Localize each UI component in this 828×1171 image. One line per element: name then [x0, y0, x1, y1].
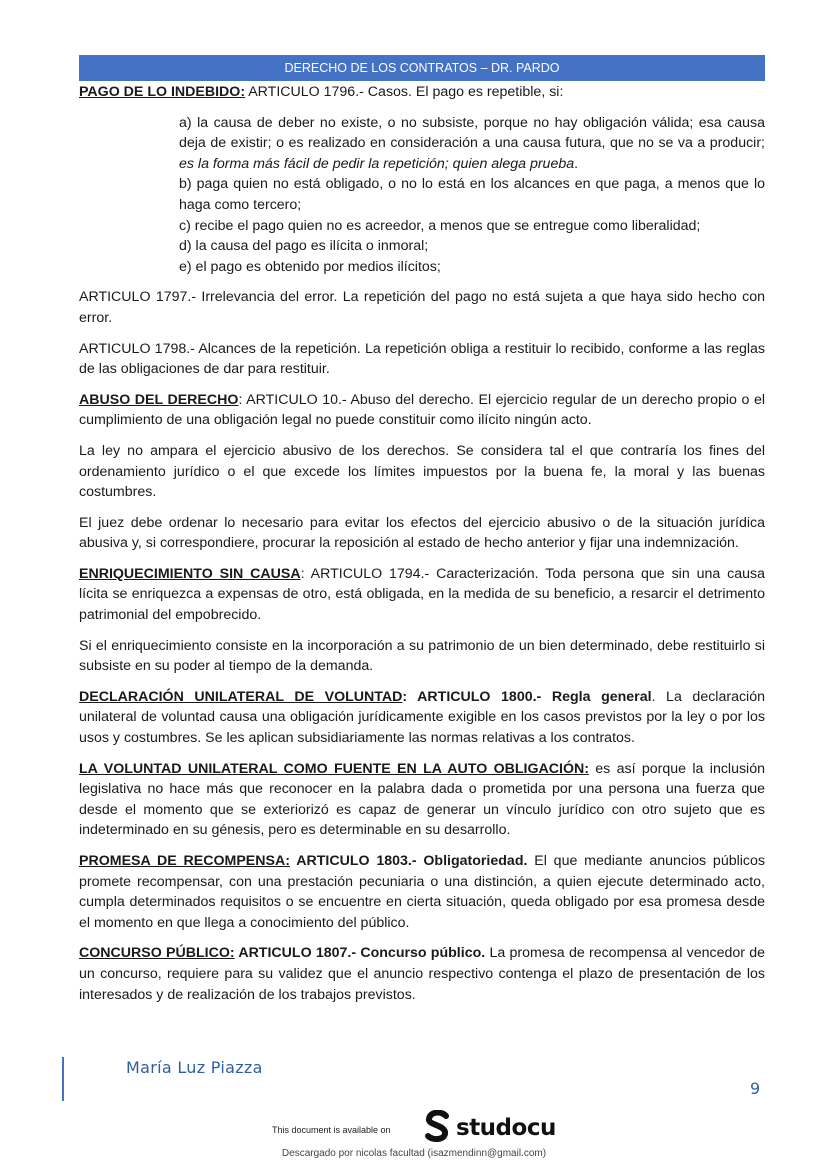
section-heading: PROMESA DE RECOMPENSA: [79, 853, 290, 869]
section-concurso [79, 943, 765, 1005]
article-list [179, 113, 765, 278]
section-heading: PAGO DE LO INDEBIDO: [79, 84, 246, 100]
section-heading: ENRIQUECIMIENTO SIN CAUSA [79, 565, 301, 582]
section-heading: LA VOLUNTAD UNILATERAL COMO FUENTE EN LA AUTO OBLIGACIÓN: [79, 760, 589, 777]
paragraph: Si el enriquecimiento consiste en la incorporación a su patrimonio de un bien determinado, debe restituirlo si subsiste en su poder al tiempo de la demanda. [79, 637, 765, 675]
available-on-text: This document is available on [272, 1125, 391, 1135]
section-text: : ARTICULO 1794.- Caracterización. Toda persona que sin una causa lícita se enriquezca a expensas de otro, está obligada, en la medida de su beneficio, a resarcir el detrimento patrimonial del empobrecido. [79, 565, 765, 624]
paragraph: La ley no ampara el ejercicio abusivo de los derechos. Se considera tal el que contraría los fines del ordenamiento jurídico o el que excede los límites impuestos por la buena fe, la moral y las buenas costumbres. [79, 442, 765, 501]
section-text: La promesa de recompensa al vencedor de un concurso, requiere para su validez que el anuncio respectivo contenga el plazo de presentación de los interesados y de realización de los trabajos previstos. [79, 945, 765, 1003]
section-promesa [79, 851, 765, 933]
list-item: d) la causa del pago es ilícita o inmoral; [179, 238, 429, 255]
download-notice: Descargado por nicolas facultad (isazmendinn@gmail.com) [281, 1148, 547, 1159]
section-abuso [79, 390, 765, 431]
section-heading: ABUSO DEL DERECHO [79, 391, 239, 408]
list-item: b) paga quien no está obligado, o no lo está en los alcances en que paga, a menos que lo haga como tercero; [179, 176, 765, 213]
page-number: 9 [750, 1079, 761, 1098]
footer-accent-line [62, 1057, 64, 1101]
section-heading: CONCURSO PÚBLICO: [79, 945, 235, 962]
section-heading: DECLARACIÓN UNILATERAL DE VOLUNTAD [79, 688, 403, 705]
list-item-end: . [574, 155, 579, 172]
section-text: ARTICULO 1796.- Casos. El pago es repetible, si: [245, 84, 564, 100]
paragraph-1797: ARTICULO 1797.- Irrelevancia del error. La repetición del pago no está sujeta a que haya sido hecho con error. [79, 289, 765, 326]
section-declaracion [79, 687, 765, 749]
header-title: DERECHO DE LOS CONTRATOS – DR. PARDO [284, 61, 560, 75]
section-article: ARTICULO 1807.- Concurso público. [234, 945, 486, 962]
list-item-emphasis: es la forma más fácil de pedir la repetición; quien alega prueba [179, 155, 575, 172]
studocu-logo[interactable] [424, 1111, 556, 1145]
paragraph-1798: ARTICULO 1798.- Alcances de la repetición. La repetición obliga a restituir lo recibido, conforme a las reglas de las obligaciones de dar para restituir. [79, 340, 765, 378]
page-header [79, 55, 765, 81]
list-item: e) el pago es obtenido por medios ilícitos; [179, 258, 441, 275]
section-text: : ARTICULO 10.- Abuso del derecho. El ejercicio regular de un derecho propio o el cumplimiento de una obligación legal no puede constituir como ilícito ningún acto. [79, 391, 765, 429]
section-pago-indebido [79, 82, 765, 103]
section-article: ARTICULO 1803.- Obligatoriedad. [289, 853, 528, 869]
paragraph: El juez debe ordenar lo necesario para evitar los efectos del ejercicio abusivo o de la situación jurídica abusiva y, si correspondiere, procurar la reposición al estado de hecho anterior y fijar una indemnización. [79, 514, 765, 552]
list-item-text: a) la causa de deber no existe, o no subsiste, porque no hay obligación válida; esa causa deja de existir; o es realizado en consideración a una causa futura, que no se va a producir; [179, 114, 765, 152]
studocu-logo-icon [424, 1110, 452, 1147]
list-item: c) recibe el pago quien no es acreedor, a menos que se entregue como liberalidad; [179, 217, 701, 234]
section-voluntad [79, 759, 765, 841]
section-text: El que mediante anuncios públicos promete recompensar, con una prestación pecuniaria o una distinción, a quien ejecute determinado acto, cumpla determinados requisitos o se encuentre en cierta situación, queda obligado por esa promesa desde el momento en que llega a conocimiento del público. [79, 853, 765, 931]
section-text: . La declaración unilateral de voluntad causa una obligación jurídicamente exigible en los casos previstos por la ley o por los usos y costumbres. Se les aplican subsidiariamente las normas relativas a los contratos. [79, 688, 765, 747]
author-name: María Luz Piazza [126, 1058, 263, 1077]
section-text: es así porque la inclusión legislativa no hace más que reconocer en la palabra dada o prometida por una persona una fuerza que desde el momento que se exteriorizó es capaz de generar un vínculo jurídico con otro sujeto que es indeterminado en su génesis, pero es determinable en su desarrollo. [79, 760, 765, 839]
list-item [179, 113, 765, 175]
section-article: : ARTICULO 1800.- Regla general [402, 688, 652, 705]
document-body [79, 82, 765, 1015]
section-enriquecimiento [79, 564, 765, 626]
studocu-logo-text: studocu [456, 1115, 556, 1141]
